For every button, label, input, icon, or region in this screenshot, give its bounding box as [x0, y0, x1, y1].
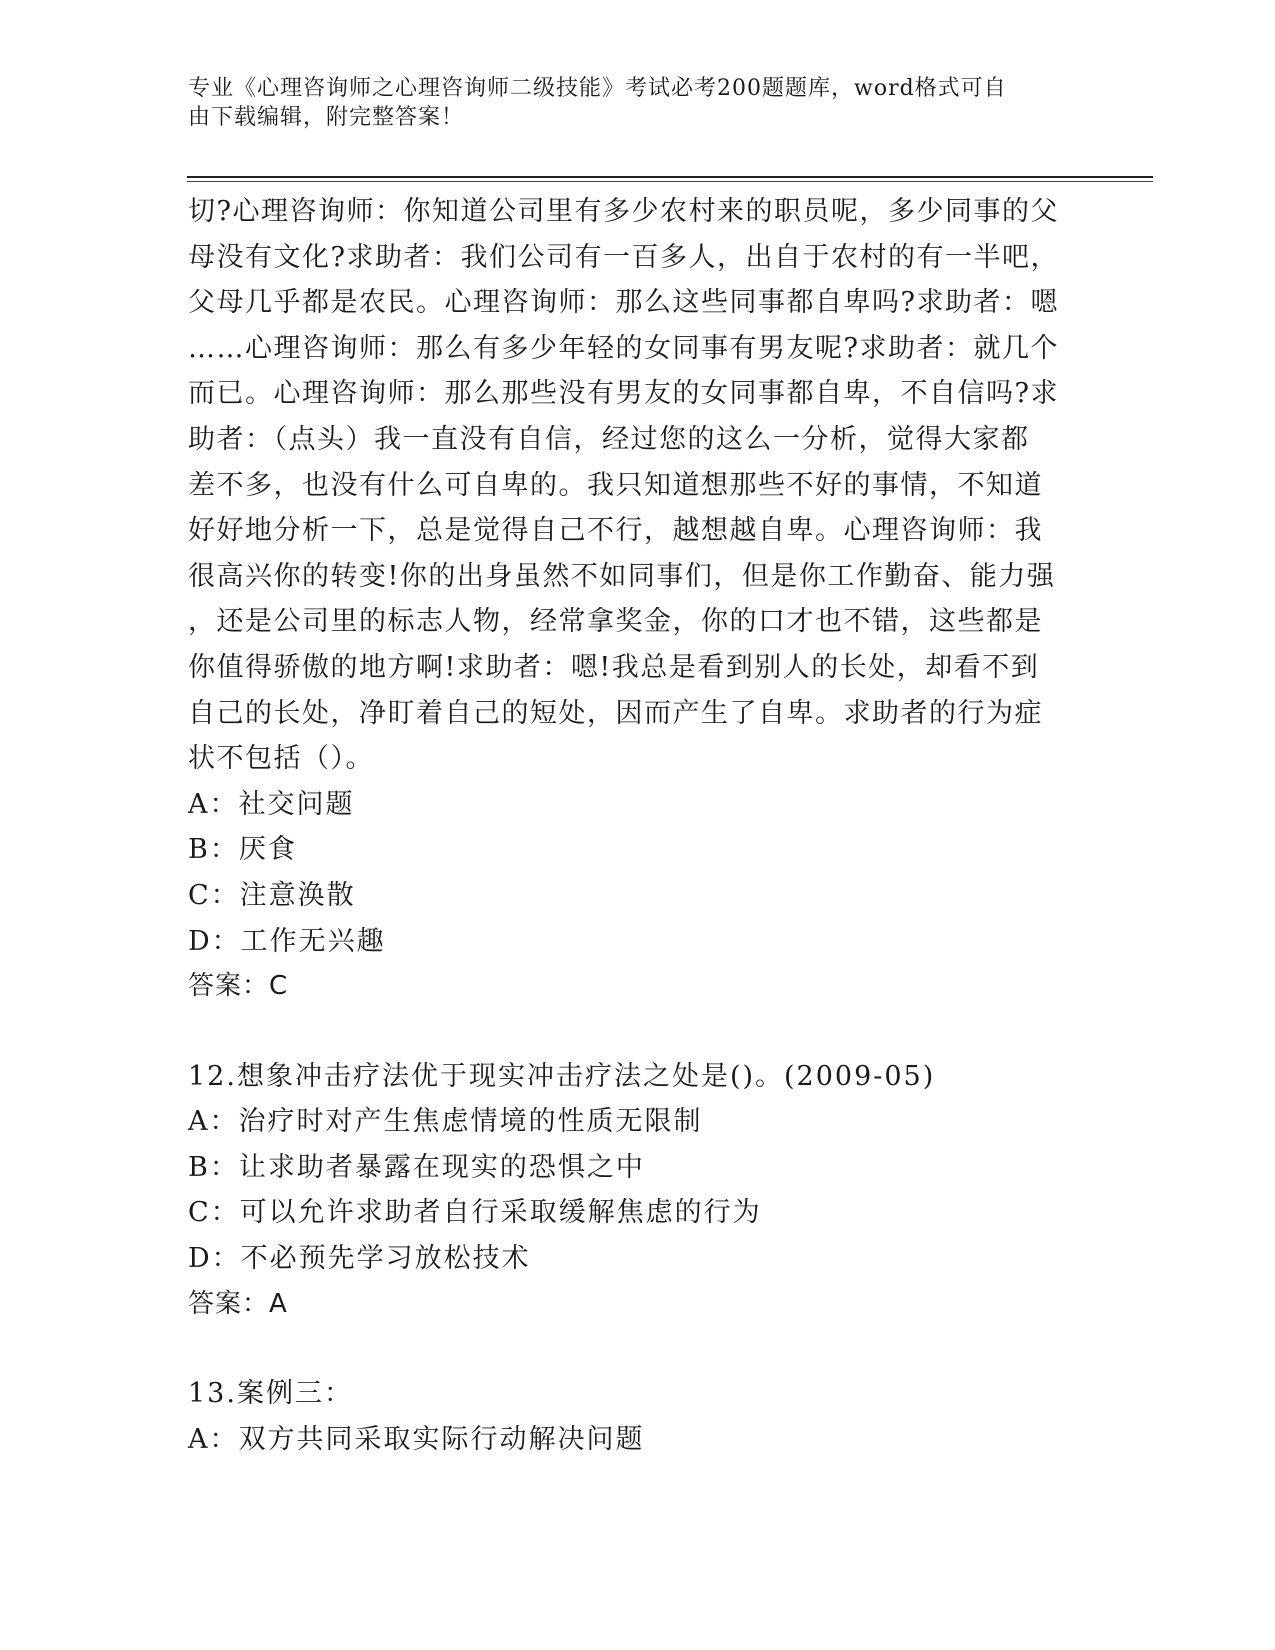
stem-line: ……心理咨询师：那么有多少年轻的女同事有男友呢?求助者：就几个	[188, 332, 1059, 364]
document-header	[188, 74, 1068, 132]
header-divider	[187, 176, 1153, 178]
option-b: B：让求助者暴露在现实的恐惧之中	[188, 1151, 645, 1183]
stem-line: ，还是公司里的标志人物，经常拿奖金，你的口才也不错，这些都是	[188, 606, 1043, 638]
option-a: A：双方共同采取实际行动解决问题	[188, 1423, 645, 1455]
stem-line: 很高兴你的转变!你的出身虽然不如同事们，但是你工作勤奋、能力强	[188, 560, 1056, 592]
header-divider-thin	[187, 181, 1153, 182]
question-12-stem: 12.想象冲击疗法优于现实冲击疗法之处是()。(2009-05)	[188, 1060, 936, 1092]
spacer	[188, 1327, 1088, 1371]
option-d: D：不必预先学习放松技术	[188, 1243, 531, 1275]
option-b: B：厌食	[188, 834, 297, 866]
stem-line: 而已。心理咨询师：那么那些没有男友的女同事都自卑，不自信吗?求	[188, 378, 1059, 410]
document-body	[188, 189, 1088, 1462]
stem-line: 父母几乎都是农民。心理咨询师：那么这些同事都自卑吗?求助者：嗯	[188, 287, 1059, 319]
option-a: A：治疗时对产生焦虑情境的性质无限制	[188, 1106, 703, 1138]
stem-line: 你值得骄傲的地方啊!求助者：嗯!我总是看到别人的长处，却看不到	[188, 651, 1040, 683]
stem-line: 好好地分析一下，总是觉得自己不行，越想越自卑。心理咨询师：我	[188, 515, 1043, 547]
answer: 答案：A	[188, 1288, 288, 1319]
answer: 答案：C	[188, 971, 289, 1002]
question-11-stem	[188, 189, 1088, 782]
stem-line: 助者：（点头）我一直没有自信，经过您的这么一分析，觉得大家都	[188, 423, 1030, 455]
option-c: C：注意涣散	[188, 879, 356, 911]
stem-line: 切?心理咨询师：你知道公司里有多少农村来的职员呢，多少同事的父	[188, 196, 1059, 227]
stem-line: 自己的长处，净盯着自己的短处，因而产生了自卑。求助者的行为症	[188, 697, 1043, 729]
option-d: D：工作无兴趣	[188, 925, 386, 957]
question-13-stem: 13.案例三：	[188, 1378, 353, 1410]
header-line: 专业《心理咨询师之心理咨询师二级技能》考试必考200题题库，word格式可自	[188, 76, 1007, 101]
option-c: C：可以允许求助者自行采取缓解焦虑的行为	[188, 1197, 762, 1229]
spacer	[188, 1010, 1088, 1054]
stem-line: 母没有文化?求助者：我们公司有一百多人，出自于农村的有一半吧，	[188, 241, 1059, 273]
stem-line: 差不多，也没有什么可自卑的。我只知道想那些不好的事情，不知道	[188, 469, 1043, 501]
stem-line: 状不包括（）。	[188, 743, 374, 775]
option-a: A：社交问题	[188, 788, 355, 820]
header-line: 由下载编辑，附完整答案！	[188, 105, 465, 130]
